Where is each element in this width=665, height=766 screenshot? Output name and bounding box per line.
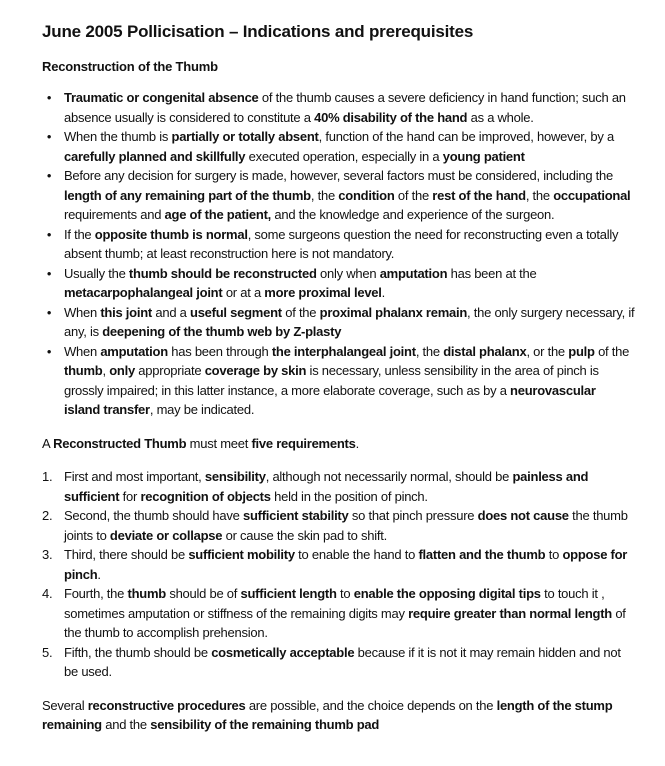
- text: If the: [64, 226, 95, 242]
- bold-text: partially or totally absent: [171, 129, 319, 144]
- bold-text: cosmetically acceptable: [211, 644, 355, 660]
- text: for: [119, 488, 141, 504]
- section-heading: Reconstruction of the Thumb: [42, 59, 218, 74]
- list-item: [42, 166, 635, 225]
- bold-text: distal phalanx: [443, 343, 527, 359]
- bold-text: only: [109, 363, 135, 378]
- text: of the thumb causes a severe deficiency in hand function; such an absence usually is considered to constitute a: [64, 90, 626, 125]
- text: , the only surgery necessary, if any, is: [64, 304, 635, 339]
- list-item: [42, 303, 635, 342]
- text: or cause the skin pad to shift.: [222, 527, 387, 543]
- bold-text: sensibility: [204, 469, 266, 484]
- bold-text: carefully planned and skillfully: [64, 148, 246, 164]
- text: and the knowledge and experience of the surgeon.: [271, 207, 555, 222]
- bold-text: this joint: [100, 304, 152, 320]
- bold-text: useful segment: [190, 304, 282, 320]
- bold-text: amputation: [100, 343, 168, 359]
- text: only when: [316, 265, 380, 281]
- list-item: [42, 264, 635, 303]
- text: so that pinch pressure: [348, 508, 478, 523]
- text: , the: [525, 187, 554, 203]
- bullet-icon: •: [46, 168, 52, 183]
- document-title: June 2005 Pollicisation – Indications and prerequisites: [42, 22, 474, 41]
- text: , the: [415, 343, 444, 359]
- list-number: 2.: [42, 508, 53, 523]
- requirements-intro: [42, 434, 635, 454]
- text: has been at the: [447, 265, 537, 281]
- list-item: [42, 88, 635, 127]
- text: .: [381, 285, 386, 300]
- text: appropriate: [134, 363, 205, 378]
- text: A: [42, 435, 54, 451]
- text: When the thumb is: [64, 129, 172, 144]
- bold-text: the interphalangeal joint: [271, 343, 416, 359]
- bold-text: length of the stump remaining: [42, 697, 613, 732]
- text: to enable the hand to: [294, 547, 419, 562]
- text: is necessary, unless sensibility in the area of pinch is grossly impaired; in this latter instance, a more elaborate coverage, such as by a: [64, 363, 599, 398]
- bold-text: sufficient mobility: [188, 547, 295, 562]
- requirements-list: [42, 467, 635, 682]
- text: to touch it , sometimes amputation or stiffness of the remaining digits may: [64, 586, 605, 621]
- requirement-item: [42, 584, 635, 643]
- text: of the: [281, 304, 320, 320]
- bold-text: coverage by skin: [204, 363, 307, 378]
- bold-text: deviate or collapse: [109, 527, 223, 543]
- indications-list: [42, 88, 635, 420]
- text: because if it is not it may remain hidden and not be used.: [64, 644, 621, 679]
- bold-text: recognition of objects: [140, 488, 271, 504]
- list-item: [42, 342, 635, 420]
- text: .: [97, 566, 101, 582]
- requirement-item: [42, 506, 635, 545]
- text: Second, the thumb should have: [64, 508, 243, 523]
- bold-text: amputation: [379, 265, 448, 281]
- bullet-icon: •: [46, 304, 52, 320]
- text: of the thumb to accomplish prehension.: [64, 605, 626, 640]
- bold-text: sensibility of the remaining thumb pad: [150, 717, 380, 732]
- text: .: [355, 435, 359, 451]
- list-number: 1.: [42, 469, 53, 484]
- bold-text: reconstructive procedures: [87, 697, 246, 713]
- bold-text: sufficient length: [240, 586, 337, 601]
- text: of the: [594, 343, 630, 359]
- bold-text: oppose for pinch: [64, 547, 628, 582]
- bold-text: occupational: [553, 187, 631, 203]
- text: and a: [152, 304, 191, 320]
- text: When: [64, 343, 101, 359]
- text: , the: [310, 187, 339, 203]
- bold-text: condition: [338, 187, 395, 203]
- bold-text: 40% disability of the hand: [314, 109, 468, 125]
- list-item: [42, 127, 635, 166]
- text: has been through: [167, 343, 272, 359]
- requirement-item: [42, 643, 635, 682]
- bold-text: age of the patient,: [164, 207, 272, 222]
- text: as a whole.: [467, 109, 534, 125]
- requirement-item: [42, 545, 635, 584]
- text: When: [64, 304, 101, 320]
- text: , some surgeons question the need for reconstructing even a totally absent thumb; at least reconstruction here is not mandatory.: [64, 226, 619, 261]
- text: to: [336, 586, 354, 601]
- text: to: [545, 547, 563, 562]
- text: , may be indicated.: [149, 402, 255, 417]
- bold-text: length of any remaining part of the thumb: [64, 187, 311, 203]
- list-number: 5.: [42, 644, 53, 660]
- list-number: 4.: [42, 586, 53, 601]
- text: must meet: [186, 435, 252, 451]
- bullet-icon: •: [46, 226, 52, 242]
- bold-text: thumb: [64, 363, 103, 378]
- text: Fifth, the thumb should be: [64, 644, 212, 660]
- bold-text: flatten and the thumb: [418, 547, 546, 562]
- text: ,: [102, 363, 110, 378]
- text: should be of: [165, 586, 241, 601]
- closing-paragraph: [42, 696, 635, 735]
- text: , or the: [526, 343, 569, 359]
- text: Usually the: [64, 265, 129, 281]
- bold-text: rest of the hand: [432, 187, 526, 203]
- bullet-icon: •: [46, 265, 52, 281]
- bold-text: young patient: [442, 148, 525, 164]
- text: , function of the hand can be improved, however, by a: [318, 129, 614, 144]
- bold-text: thumb should be reconstructed: [128, 265, 317, 281]
- bold-text: deepening of the thumb web by Z-plasty: [102, 324, 342, 339]
- text: held in the position of pinch.: [270, 488, 428, 504]
- text: Third, there should be: [64, 547, 189, 562]
- text: requirements and: [64, 207, 165, 222]
- text: or at a: [222, 285, 265, 300]
- bold-text: more proximal level: [264, 285, 382, 300]
- bold-text: neurovascular island transfer: [64, 382, 596, 417]
- bold-text: Reconstructed Thumb: [53, 435, 187, 451]
- bold-text: proximal phalanx remain: [319, 304, 468, 320]
- bold-text: Traumatic or congenital absence: [64, 90, 259, 105]
- text: and the: [101, 717, 151, 732]
- bullet-icon: •: [46, 343, 52, 359]
- bold-text: five requirements: [251, 435, 356, 451]
- text: Before any decision for surgery is made, however, several factors must be considered, including the: [64, 168, 613, 183]
- list-number: 3.: [42, 547, 53, 562]
- text: Fourth, the: [64, 586, 128, 601]
- bold-text: sufficient stability: [242, 508, 349, 523]
- bold-text: does not cause: [477, 508, 569, 523]
- text: executed operation, especially in a: [245, 148, 443, 164]
- bold-text: metacarpophalangeal joint: [64, 285, 223, 300]
- text: Several: [42, 697, 88, 713]
- bullet-icon: •: [46, 129, 52, 144]
- text: , although not necessarily normal, should be: [265, 469, 513, 484]
- bold-text: require greater than normal length: [408, 605, 612, 621]
- text: of the: [394, 187, 433, 203]
- bold-text: thumb: [127, 586, 166, 601]
- list-item: [42, 225, 635, 264]
- bold-text: painless and sufficient: [64, 469, 589, 504]
- text: are possible, and the choice depends on the: [245, 697, 497, 713]
- bold-text: opposite thumb is normal: [94, 226, 248, 242]
- requirement-item: [42, 467, 635, 506]
- text: First and most important,: [64, 469, 205, 484]
- bullet-icon: •: [46, 90, 52, 105]
- text: the thumb joints to: [64, 508, 628, 543]
- bold-text: pulp: [568, 343, 595, 359]
- bold-text: enable the opposing digital tips: [353, 586, 541, 601]
